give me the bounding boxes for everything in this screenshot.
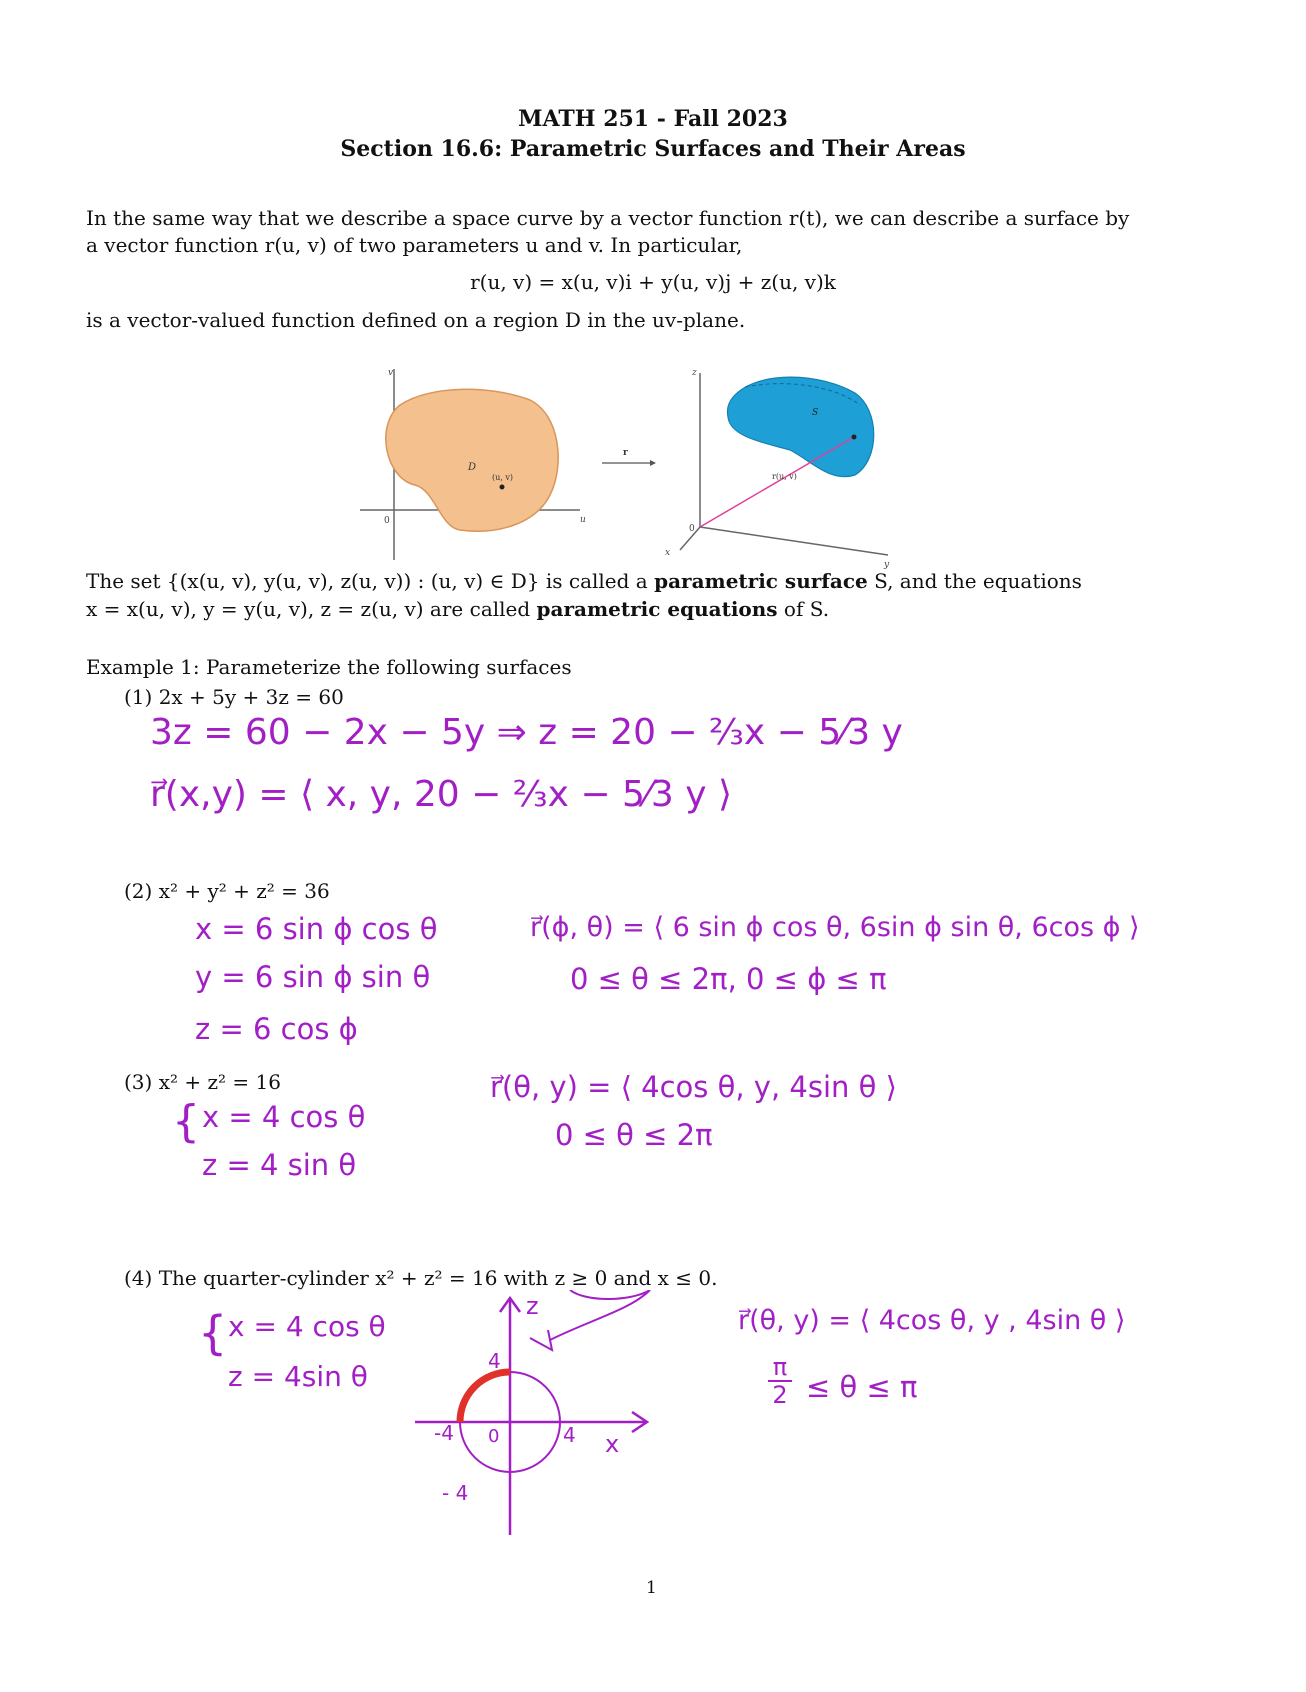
- hw-p1-line-2: r⃗(x,y) = ⟨ x, y, 20 − ⅔x − 5⁄3 y ⟩: [150, 774, 733, 815]
- definition-line-2: [86, 597, 829, 621]
- vector-label: r(u, v): [772, 472, 797, 481]
- sketch-tick-4-right: 4: [563, 1423, 576, 1447]
- intro-line-3: is a vector-valued function defined on a region D in the uv-plane.: [86, 308, 746, 332]
- parametric-figure: [340, 365, 930, 575]
- hw-p3-range: 0 ≤ θ ≤ 2π: [555, 1118, 713, 1152]
- position-vector: [700, 437, 854, 527]
- hw-p4-range-fraction: [768, 1354, 792, 1408]
- page-number: 1: [646, 1578, 657, 1598]
- intro-line-1: In the same way that we describe a space curve by a vector function r(t), we can describe a surface by: [86, 206, 1130, 230]
- hw-p2-y: y = 6 sin ϕ sin θ: [195, 960, 431, 994]
- sketch-quarter-arc: [460, 1372, 510, 1422]
- hw-p2-range: 0 ≤ θ ≤ 2π, 0 ≤ ϕ ≤ π: [570, 962, 887, 996]
- definition-text-2b: of S.: [777, 597, 830, 621]
- v-axis-label: v: [388, 368, 394, 378]
- hw-p4-frac-bottom: 2: [772, 1381, 788, 1409]
- uv-point: [500, 485, 505, 490]
- definition-term-1: parametric surface: [654, 569, 868, 593]
- sketch-tick-neg4-left: -4: [434, 1421, 454, 1445]
- surface-point: [852, 435, 857, 440]
- y-axis-label: y: [884, 560, 890, 570]
- problem-1: (1) 2x + 5y + 3z = 60: [124, 685, 344, 709]
- course-title: MATH 251 - Fall 2023: [518, 106, 788, 132]
- hw-p4-brace: {: [198, 1306, 228, 1360]
- map-arrowhead: [650, 460, 656, 466]
- hw-p1-line-1: 3z = 60 − 2x − 5y ⇒ z = 20 − ⅔x − 5⁄3 y: [150, 712, 903, 753]
- surface-s: [727, 377, 873, 477]
- definition-text-2a: x = x(u, v), y = y(u, v), z = z(u, v) are called: [86, 597, 537, 621]
- hw-p4-range-rest: ≤ θ ≤ π: [806, 1370, 918, 1404]
- sketch-brace: [570, 1290, 650, 1299]
- hw-p2-x: x = 6 sin ϕ cos θ: [195, 912, 438, 946]
- sketch-tick-neg4-bottom: - 4: [442, 1481, 469, 1505]
- definition-text-1b: S, and the equations: [867, 569, 1082, 593]
- z-axis-label: z: [692, 368, 697, 378]
- hw-p2-z: z = 6 cos ϕ: [195, 1012, 358, 1046]
- quarter-cylinder-sketch: [400, 1290, 730, 1550]
- hw-p4-vector: r⃗(θ, y) = ⟨ 4cos θ, y , 4sin θ ⟩: [738, 1305, 1126, 1336]
- problem-2: (2) x² + y² + z² = 36: [124, 879, 330, 903]
- hw-p2-vector: r⃗(ϕ, θ) = ⟨ 6 sin ϕ cos θ, 6sin ϕ sin θ, 6cos ϕ ⟩: [530, 912, 1140, 943]
- intro-line-2: a vector function r(u, v) of two parameters u and v. In particular,: [86, 233, 743, 257]
- sketch-x-label: x: [605, 1430, 620, 1458]
- section-title: Section 16.6: Parametric Surfaces and Their Areas: [340, 136, 966, 162]
- hw-p3-brace: {: [172, 1096, 200, 1147]
- sketch-pointer: [550, 1290, 650, 1340]
- hw-p4-x: x = 4 cos θ: [228, 1310, 386, 1343]
- sketch-pointer-head: [530, 1330, 552, 1350]
- region-label: D: [468, 462, 477, 473]
- y-axis: [700, 527, 888, 555]
- point-label: (u, v): [492, 473, 513, 482]
- x-axis-label: x: [665, 548, 671, 558]
- right-origin-label: 0: [689, 524, 695, 534]
- example-title: Example 1: Parameterize the following surfaces: [86, 655, 572, 679]
- surface-label: S: [812, 408, 819, 418]
- problem-4: (4) The quarter-cylinder x² + z² = 16 with z ≥ 0 and x ≤ 0.: [124, 1266, 718, 1290]
- map-label: r: [623, 448, 628, 458]
- sketch-tick-4-top: 4: [488, 1349, 501, 1373]
- definition-line-1: [86, 569, 1082, 593]
- definition-text-1a: The set {(x(u, v), y(u, v), z(u, v)) : (u, v) ∈ D} is called a: [86, 569, 655, 593]
- hw-p4-z: z = 4sin θ: [228, 1360, 368, 1393]
- sketch-z-label: z: [526, 1292, 539, 1320]
- sketch-tick-0: 0: [488, 1426, 500, 1447]
- hw-p4-frac-top: π: [772, 1353, 788, 1381]
- left-origin-label: 0: [384, 516, 390, 526]
- hw-p3-x: x = 4 cos θ: [202, 1100, 366, 1134]
- hw-p3-z: z = 4 sin θ: [202, 1148, 357, 1182]
- problem-3: (3) x² + z² = 16: [124, 1070, 281, 1094]
- intro-equation: r(u, v) = x(u, v)i + y(u, v)j + z(u, v)k: [470, 270, 836, 294]
- u-axis-label: u: [580, 515, 586, 525]
- definition-term-2: parametric equations: [536, 597, 778, 621]
- hw-p3-vector: r⃗(θ, y) = ⟨ 4cos θ, y, 4sin θ ⟩: [490, 1070, 897, 1104]
